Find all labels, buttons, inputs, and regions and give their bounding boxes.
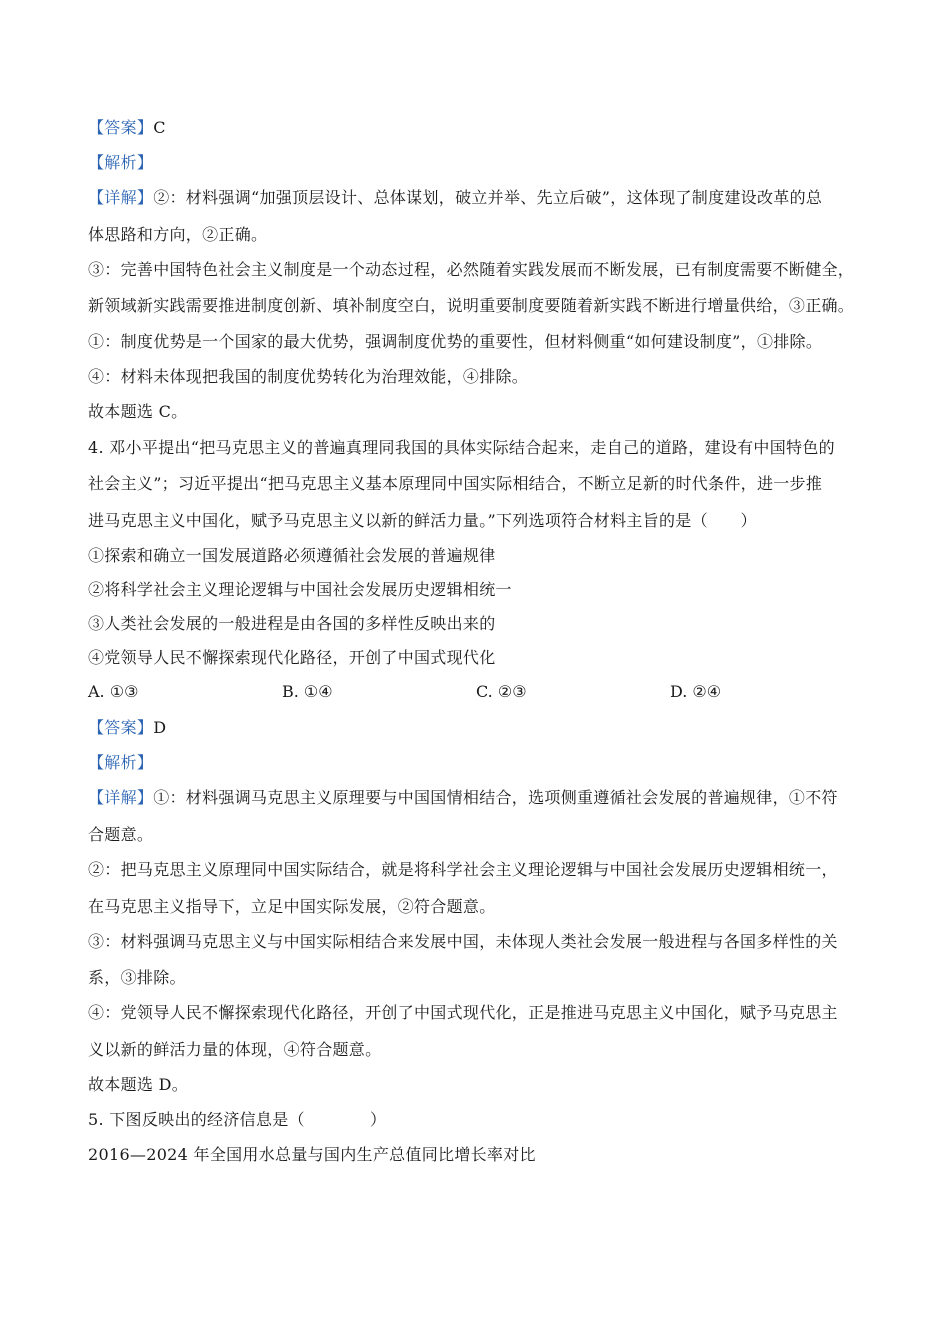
answer-tag: 【答案】 [88,118,154,137]
detail-tag: 【详解】 [88,188,154,207]
detail-text: ②：材料强调“加强顶层设计、总体谋划，破立并举、先立后破”，这体现了制度建设改革的总 [153,188,823,207]
q3-detail-line: 体思路和方向，②正确。 [88,225,268,244]
analysis-tag: 【解析】 [88,153,154,172]
q3-detail-line: ①：制度优势是一个国家的最大优势，强调制度优势的重要性，但材料侧重“如何建设制度”，①排除。 [88,332,823,351]
q4-answer-line [88,718,868,738]
q4-detail-line [88,788,868,808]
q3-detail-line: ④：材料未体现把我国的制度优势转化为治理效能，④排除。 [88,367,529,386]
q4-options [88,682,868,702]
answer-tag: 【答案】 [88,718,154,737]
analysis-tag: 【解析】 [88,753,154,772]
detail-tag: 【详解】 [88,788,154,807]
q3-detail-line [88,188,868,208]
q4-statement: ④党领导人民不懈探索现代化路径，开创了中国式现代化 [88,648,496,667]
option-b: B. ①④ [282,682,333,701]
q4-detail-line: ③：材料强调马克思主义与中国实际相结合来发展中国，未体现人类社会发展一般进程与各国多样性的关 [88,932,838,951]
detail-text: ①：材料强调马克思主义原理要与中国国情相结合，选项侧重遵循社会发展的普遍规律，①不符 [153,788,838,807]
q4-conclusion: 故本题选 D。 [88,1075,189,1094]
q3-conclusion: 故本题选 C。 [88,402,188,421]
q4-detail-line: ②：把马克思主义原理同中国实际结合，就是将科学社会主义理论逻辑与中国社会发展历史逻辑相统一， [88,860,838,879]
q4-detail-line: 系，③排除。 [88,968,186,987]
q5-stem: 5. 下图反映出的经济信息是（ ） [88,1110,387,1129]
q4-statement: ①探索和确立一国发展道路必须遵循社会发展的普遍规律 [88,546,496,565]
q4-stem-line: 进马克思主义中国化，赋予马克思主义以新的鲜活力量。”下列选项符合材料主旨的是（ ） [88,511,757,530]
q4-detail-line: ④：党领导人民不懈探索现代化路径，开创了中国式现代化，正是推进马克思主义中国化，赋予马克思主 [88,1003,838,1022]
option-a: A. ①③ [88,682,139,701]
answer-value: D [153,718,167,737]
q4-statement: ②将科学社会主义理论逻辑与中国社会发展历史逻辑相统一 [88,580,512,599]
option-d: D. ②④ [670,682,722,701]
q3-detail-line: 新领域新实践需要推进制度创新、填补制度空白，说明重要制度要随着新实践不断进行增量供给，③正确。 [88,296,855,315]
q4-statement: ③人类社会发展的一般进程是由各国的多样性反映出来的 [88,614,496,633]
q3-answer-line [88,118,868,138]
q5-caption: 2016—2024 年全国用水总量与国内生产总值同比增长率对比 [88,1145,536,1164]
q4-detail-line: 义以新的鲜活力量的体现，④符合题意。 [88,1040,382,1059]
q4-detail-line: 合题意。 [88,825,154,844]
q4-stem-line: 4. 邓小平提出“把马克思主义的普遍真理同我国的具体实际结合起来，走自己的道路，建设有中国特色的 [88,438,835,457]
q4-detail-line: 在马克思主义指导下，立足中国实际发展，②符合题意。 [88,897,496,916]
option-c: C. ②③ [476,682,527,701]
q4-stem-line: 社会主义”；习近平提出“把马克思主义基本原理同中国实际相结合，不断立足新的时代条件，进一步推 [88,474,823,493]
answer-value: C [153,118,166,137]
q3-detail-line: ③：完善中国特色社会主义制度是一个动态过程，必然随着实践发展而不断发展，已有制度需要不断健全， [88,260,855,279]
